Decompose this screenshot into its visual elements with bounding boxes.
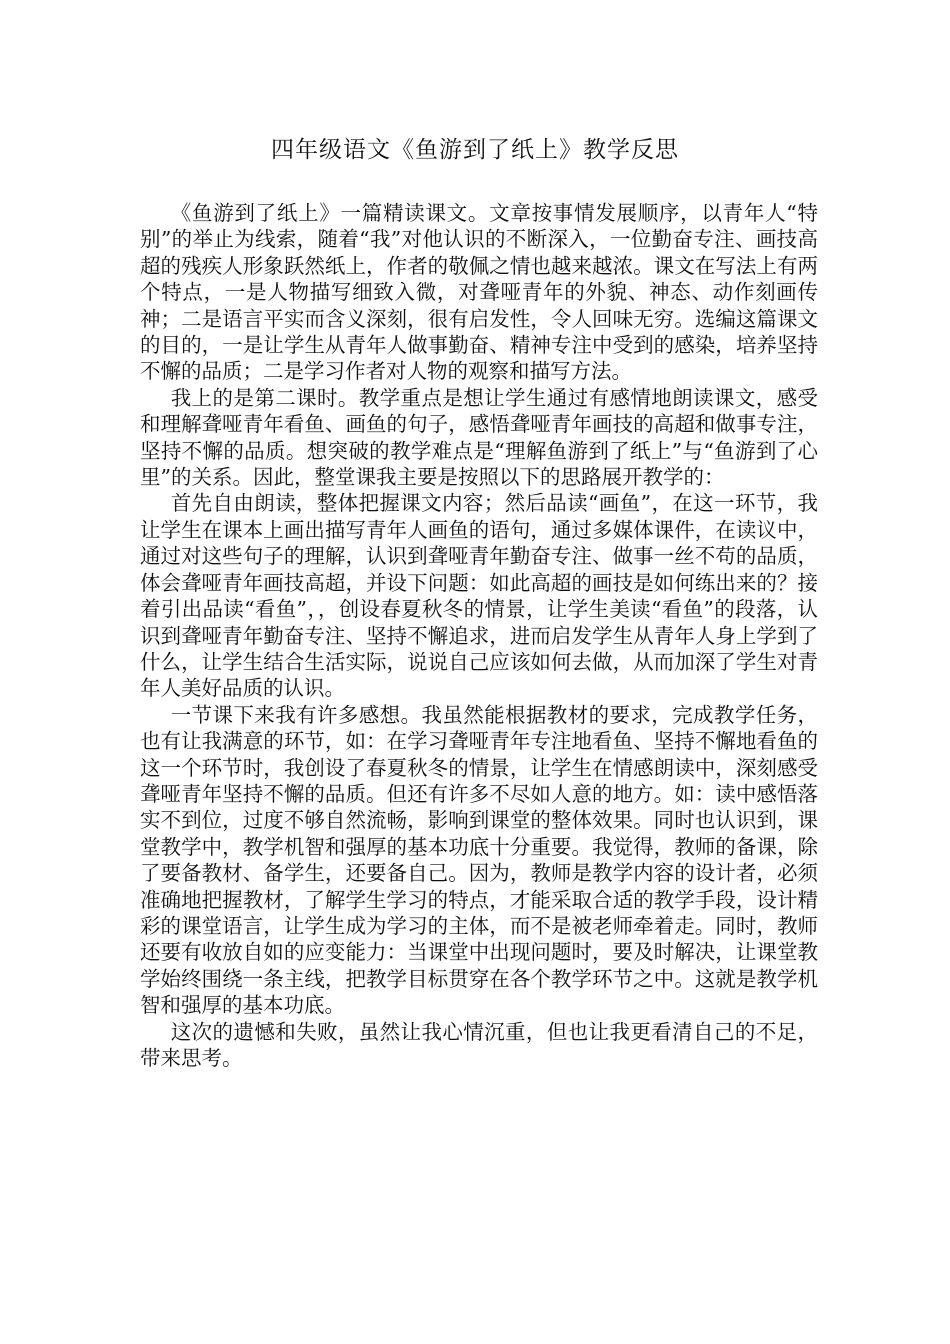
paragraph-conclusion: 这次的遗憾和失败，虽然让我心情沉重，但也让我更看清自己的不足，带来思考。 <box>140 1019 818 1070</box>
document-title: 四年级语文《鱼游到了纸上》教学反思 <box>271 137 679 163</box>
document-body <box>140 200 818 1071</box>
paragraph-lesson-focus: 我上的是第二课时。教学重点是想让学生通过有感情地朗读课文，感受和理解聋哑青年看鱼、画鱼的句子，感悟聋哑青年画技的高超和做事专注，坚持不懈的品质。想突破的教学难点是“理解鱼游到了纸上”与“鱼游到了心里”的关系。因此，整堂课我主要是按照以下的思路展开教学的： <box>140 385 818 490</box>
paragraph-teaching-process: 首先自由朗读，整体把握课文内容；然后品读“画鱼”，在这一环节，我让学生在课本上画出描写青年人画鱼的语句，通过多媒体课件，在读议中，通过对这些句子的理解，认识到聋哑青年勤奋专注、做事一丝不苟的品质，体会聋哑青年画技高超，并设下问题：如此高超的画技是如何练出来的？接着引出品读“看鱼”，，创设春夏秋冬的情景，让学生美读“看鱼”的段落，认识到聋哑青年勤奋专注、坚持不懈追求，进而启发学生从青年人身上学到了什么，让学生结合生活实际，说说自己应该如何去做，从而加深了学生对青年人美好品质的认识。 <box>140 491 818 701</box>
paragraph-reflection: 一节课下来我有许多感想。我虽然能根据教材的要求，完成教学任务，也有让我满意的环节，如：在学习聋哑青年专注地看鱼、坚持不懈地看鱼的这一个环节时，我创设了春夏秋冬的情景，让学生在情感朗读中，深刻感受聋哑青年坚持不懈的品质。但还有许多不尽如人意的地方。如：读中感悟落实不到位，过度不够自然流畅，影响到课堂的整体效果。同时也认识到，课堂教学中，教学机智和强厚的基本功底十分重要。我觉得，教师的备课，除了要备教材、备学生，还要备自己。因为，教师是教学内容的设计者，必须准确地把握教材，了解学生学习的特点，才能采取合适的教学手段，设计精彩的课堂语言，让学生成为学习的主体，而不是被老师牵着走。同时，教师还要有收放自如的应变能力：当课堂中出现问题时，要及时解决，让课堂教学始终围绕一条主线，把教学目标贯穿在各个教学环节之中。这就是教学机智和强厚的基本功底。 <box>140 702 818 1018</box>
paragraph-intro: 《鱼游到了纸上》一篇精读课文。文章按事情发展顺序，以青年人“特别”的举止为线索，随着“我”对他认识的不断深入，一位勤奋专注、画技高超的残疾人形象跃然纸上，作者的敬佩之情也越来越浓。课文在写法上有两个特点，一是人物描写细致入微，对聋哑青年的外貌、神态、动作刻画传神；二是语言平实而含义深刻，很有启发性，令人回味无穷。选编这篇课文的目的，一是让学生从青年人做事勤奋、精神专注中受到的感染，培养坚持不懈的品质；二是学习作者对人物的观察和描写方法。 <box>140 201 818 384</box>
